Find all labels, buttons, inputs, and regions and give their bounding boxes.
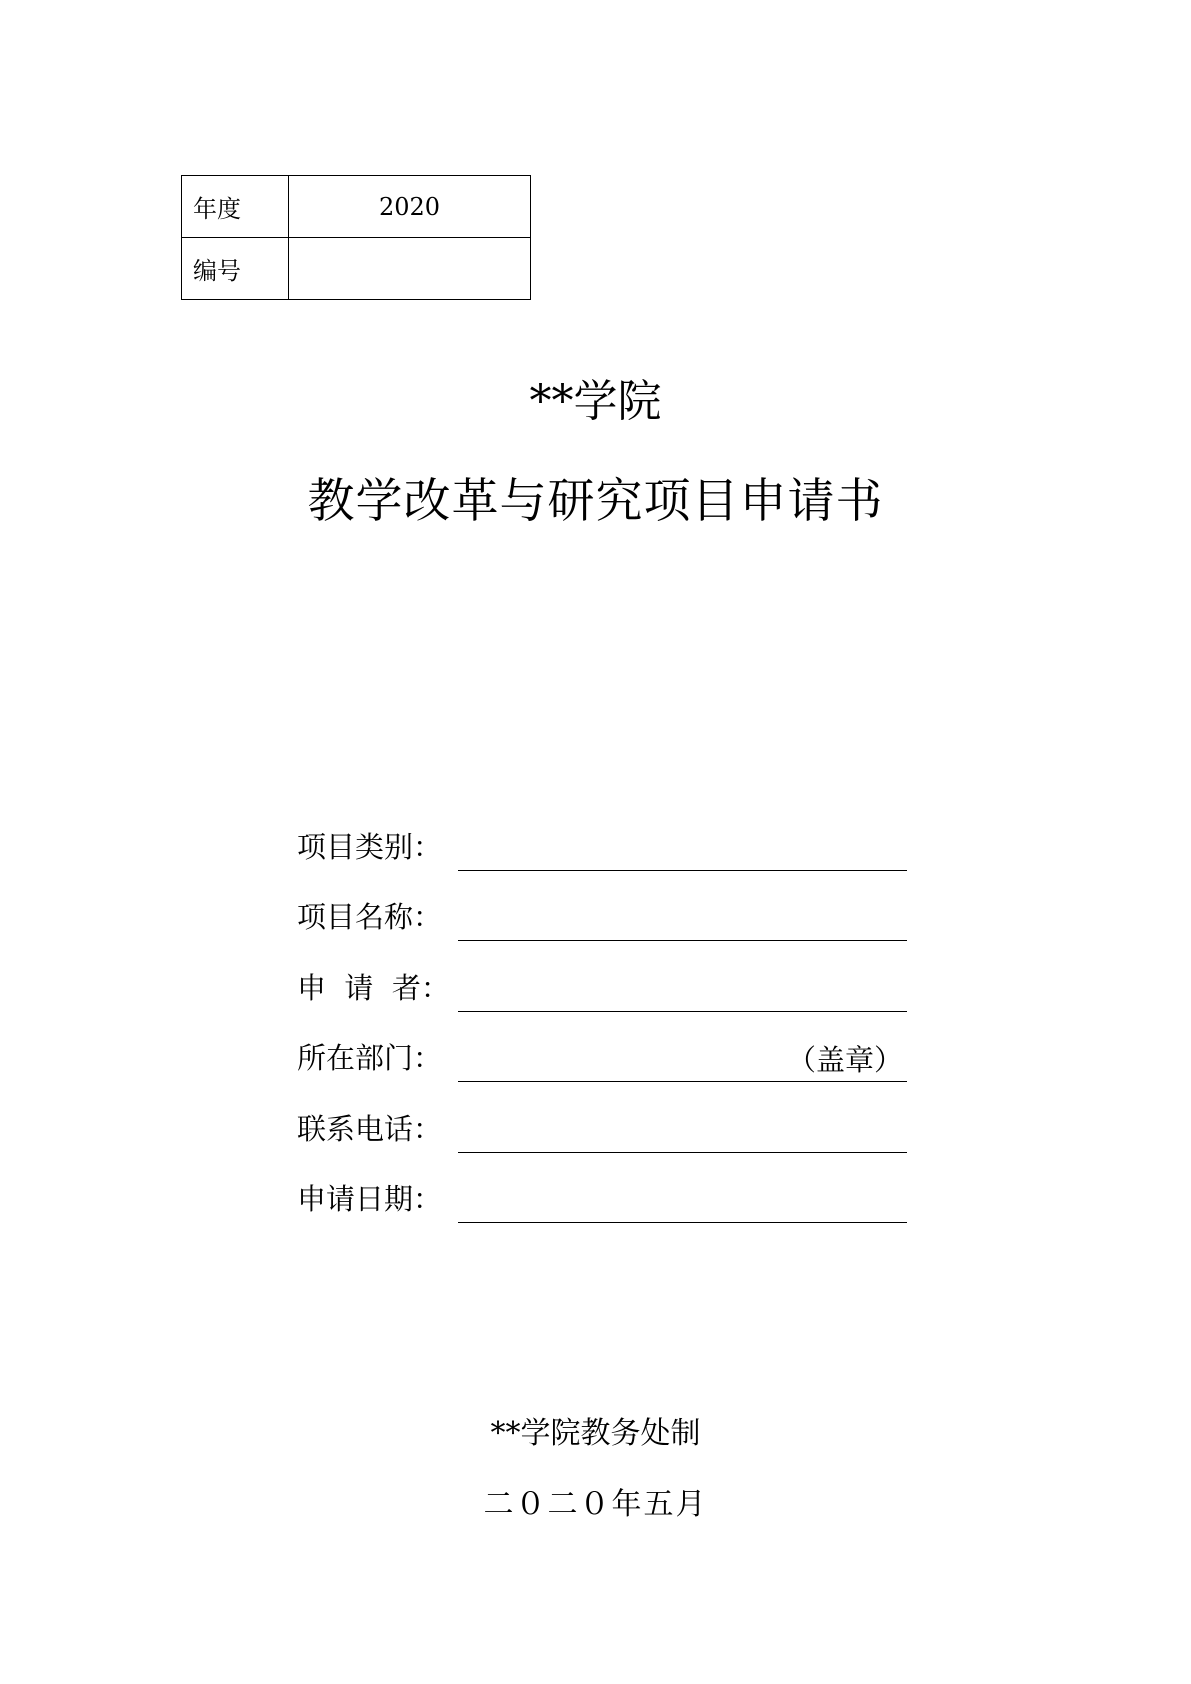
number-value [289,238,531,300]
applicant-field[interactable] [458,977,907,1012]
form-row-category [297,800,907,871]
number-label: 编号 [182,238,289,300]
document-title: 教学改革与研究项目申请书 [307,474,884,529]
phone-label: 联系电话： [297,1111,443,1146]
seal-note: （盖章） [786,1043,903,1077]
form-row-phone [297,1082,907,1153]
form-row-date [297,1153,907,1224]
application-form [297,800,907,1223]
form-row-applicant [297,941,907,1012]
category-field[interactable] [458,836,907,871]
form-row-project-name [297,871,907,942]
project-name-label: 项目名称： [297,900,443,934]
application-date-field[interactable] [458,1188,907,1223]
project-name-field[interactable] [458,906,907,941]
phone-field[interactable] [458,1118,907,1153]
number-row [182,238,531,300]
issue-date-footer: 二０二０年五月 [483,1487,708,1522]
year-value: 2020 [289,176,531,238]
applicant-label: 申 请 者： [297,970,450,1005]
category-label: 项目类别： [297,829,443,864]
year-row [182,176,531,238]
department-label: 所在部门： [297,1041,443,1075]
application-date-label: 申请日期： [297,1182,443,1216]
year-number-box [181,175,531,300]
form-row-department [297,1012,907,1083]
issuer-footer: **学院教务处制 [490,1416,701,1451]
institution-title: **学院 [529,376,662,427]
year-label: 年度 [182,176,289,238]
department-field[interactable] [458,1043,907,1082]
